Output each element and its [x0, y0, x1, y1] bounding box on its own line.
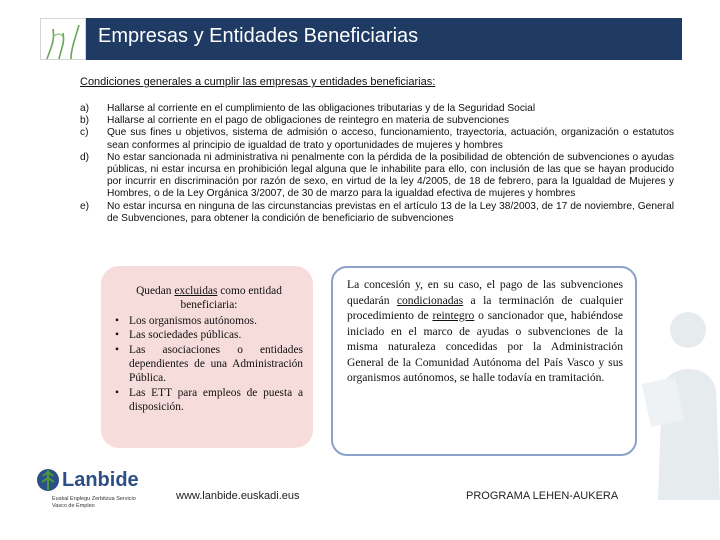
condition-marker: e) — [80, 200, 90, 212]
excluded-item-text: Las ETT para empleos de puesta a disposición. — [129, 386, 303, 414]
excluded-entities-box — [101, 266, 313, 448]
payment-text-underlined: condicionadas — [396, 293, 464, 307]
excluded-heading-underlined: excluidas — [174, 285, 218, 297]
condition-text: Hallarse al corriente en el pago de obligaciones de reintegro en materia de subvenciones — [107, 115, 510, 127]
payment-text-part: a la terminación de cualquier procedimiento de — [347, 293, 623, 322]
lanbide-wordmark: Lanbide — [62, 469, 139, 491]
conditions-heading: Condiciones generales a cumplir las empresas y entidades beneficiarias: — [80, 76, 436, 88]
excluded-heading-pre: Quedan — [136, 285, 175, 297]
excluded-item-text: Las asociaciones o entidades dependientes de una Administración Pública. — [129, 343, 303, 385]
excluded-list — [115, 314, 303, 415]
condition-item — [80, 152, 674, 201]
condition-item — [80, 103, 674, 115]
excluded-item — [115, 386, 303, 415]
excluded-heading-post: como entidad beneficiaria: — [180, 285, 282, 312]
excluded-item-text: Las sociedades públicas. — [129, 329, 242, 342]
condition-text: No estar sancionada ni administrativa ni penalmente con la pérdida de la posibilidad de obtención de subvenciones o ayudas públicas, ni estar incursa en prohibición legal alguna que le inhabilite para ello, con inclusión de las que se hayan producido por incurrir en discriminación por razón de sexo, en virtud de la ley 4/2005, de 18 de febrero, para la Igualdad de Mujeres y Hombres, o de la Ley Orgánica 3/2007, de 30 de marzo para la igualdad efectiva de mujeres y hombres — [107, 151, 674, 200]
footer-url[interactable]: www.lanbide.euskadi.eus — [176, 490, 300, 502]
payment-text-part: La concesión y, en su caso, el pago de las subvenciones quedarán — [347, 278, 623, 307]
lanbide-subtitle: Euskal Enplegu Zerbitzua Servicio Vasco de Empleo — [52, 496, 136, 509]
header-logo — [40, 18, 86, 60]
condition-text: No estar incursa en ninguna de las circunstancias previstas en el artículo 13 de la Ley 38/2003, de 17 de noviembre, General de Subvenciones, para obtener la condición de beneficiario de subvenciones — [107, 200, 674, 224]
plant-sprout-icon — [41, 19, 86, 60]
condition-item — [80, 115, 674, 127]
title-bar — [86, 18, 682, 60]
excluded-item — [115, 343, 303, 386]
excluded-content — [115, 284, 303, 415]
bullet-icon: • — [115, 329, 119, 342]
condition-text: Que sus fines u objetivos, sistema de admisión o acceso, funcionamiento, trayectoria, actuación, organización o estatutos sean conformes al principio de igualdad de trato y oportunidades de mujeres y hombres — [107, 127, 674, 151]
condition-marker: d) — [80, 151, 90, 163]
condition-marker: c) — [80, 127, 89, 139]
payment-text-part: o sancionador que, habiéndose iniciado en el marco de ayudas o subvenciones de la misma naturaleza concedidas por la Administración General de la Comunidad Autónoma del País Vasco y sus organismos autónomos, se halle todavía en tramitación. — [347, 309, 623, 384]
bullet-icon: • — [115, 314, 119, 327]
condition-marker: b) — [80, 115, 90, 127]
page-title: Empresas y Entidades Beneficiarias — [98, 25, 419, 47]
person-silhouette-icon — [640, 300, 720, 500]
condition-item — [80, 127, 674, 151]
footer-program: PROGRAMA LEHEN-AUKERA — [466, 490, 619, 502]
bullet-icon: • — [115, 386, 119, 399]
condition-text: Hallarse al corriente en el cumplimiento de las obligaciones tributarias y de la Seguridad Social — [107, 103, 536, 114]
bullet-icon: • — [115, 343, 119, 356]
payment-condition-box — [331, 266, 637, 456]
conditions-list — [80, 103, 674, 225]
excluded-item — [115, 328, 303, 342]
excluded-heading — [115, 284, 303, 313]
payment-text-underlined: reintegro — [432, 309, 475, 322]
excluded-item-text: Los organismos autónomos. — [129, 314, 257, 327]
payment-condition-text — [347, 277, 623, 386]
condition-marker: a) — [80, 103, 90, 114]
condition-item — [80, 201, 674, 225]
excluded-item — [115, 314, 303, 328]
